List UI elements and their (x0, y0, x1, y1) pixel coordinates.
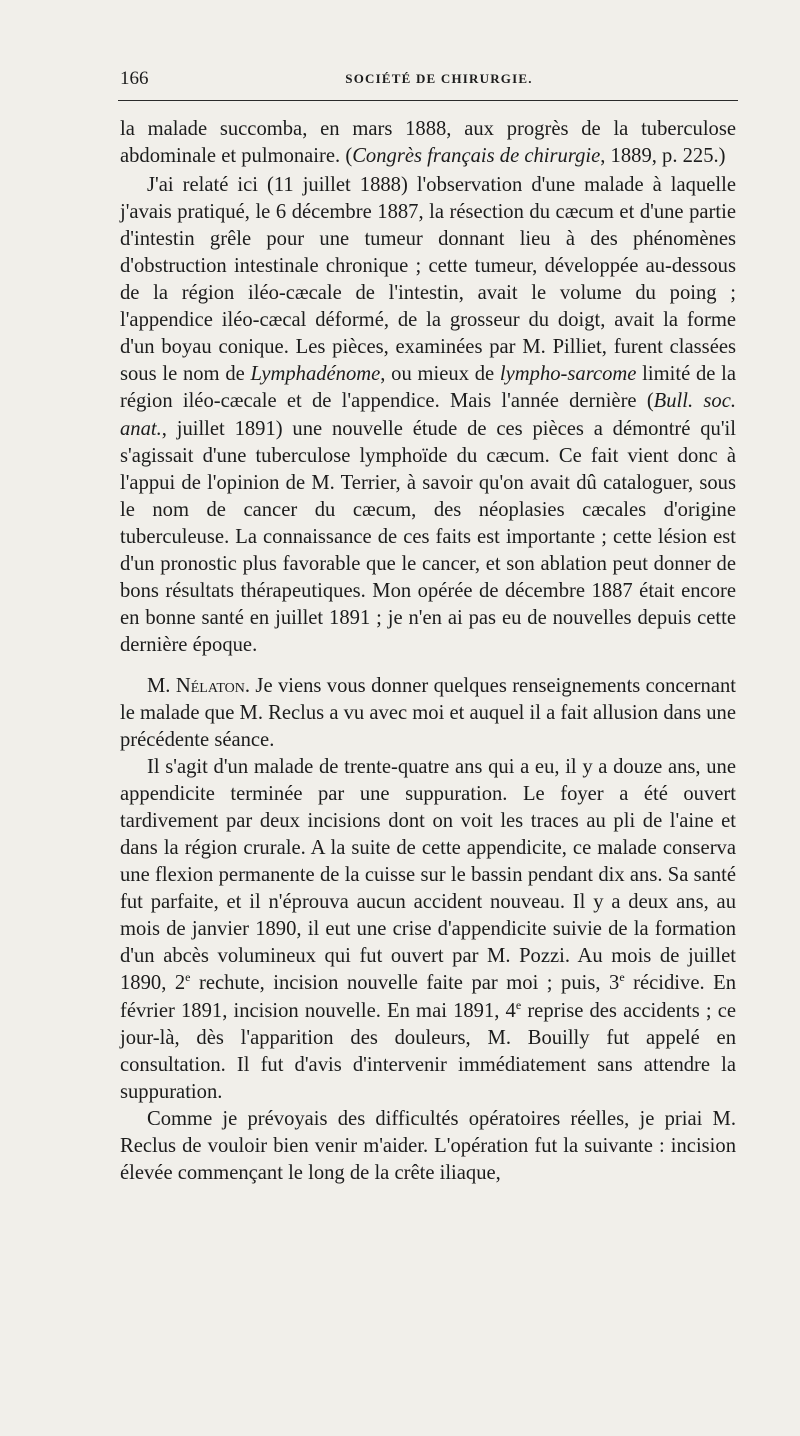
running-head (118, 66, 738, 92)
text-run: M. (147, 674, 176, 697)
paragraph-continuation (120, 116, 736, 170)
text-italic: lympho-sarcome (499, 363, 637, 386)
text-run: Il s'agit d'un malade de trente-quatre ans qui a eu, il y a douze ans, une appendicite terminée par une suppuration. Le foyer a été ouvert tardivement par deux incisions dont on voit les traces au pli de l'aine et dans la région crurale. A la suite de cette appendicite, ce malade conserva une flexion permanente de la cuisse sur le bassin pendant dix ans. Sa santé fut parfaite, et il n'éprouva aucun accident nouveau. Il y a deux ans, au mois de janvier 1890, il eut une crise d'appendicite suivie de la formation d'un abcès volumineux qui fut ouvert par M. Pozzi. Au mois de juillet 1890, 2 (120, 756, 736, 995)
paragraph-resection-case (120, 172, 736, 659)
text-run: rechute, incision nouvelle faite par moi ; puis, 3 (190, 972, 620, 995)
text-run: récidive. En février 1891, incision nouvelle. En mai 1891, 4 (120, 972, 736, 1022)
text-run: , 1889, p. 225.) (600, 145, 726, 168)
paragraph-nelaton-intro (120, 673, 736, 754)
text-sup: e (185, 970, 191, 985)
paragraph-operation (120, 1106, 736, 1187)
text-run: la malade succomba, en mars 1888, aux progrès de la tuberculose abdominale et pulmonaire. ( (120, 118, 736, 168)
text-run: J'ai relaté ici (11 juillet 1888) l'observation d'une malade à laquelle j'avais pratiqué, le 6 décembre 1887, la résection du cæcum et d'une partie d'intestin grêle pour une tumeur donnant lieu à des phénomènes d'obstruction intestinale chronique ; cette tumeur, développée au-dessous de la région iléo-cæcale de l'intestin, avait le volume du poing ; l'appendice iléo-cæcal déformé, de la grosseur du doigt, avait la forme d'un boyau conique. Les pièces, examinées par M. Pilliet, furent classées sous le nom de (120, 174, 736, 386)
journal-title: SOCIÉTÉ DE CHIRURGIE. (345, 71, 533, 86)
text-run: Comme je prévoyais des difficultés opératoires réelles, je priai M. Reclus de vouloir bien venir m'aider. L'opération fut la suivante : incision élevée commençant le long de la crête iliaque, (120, 1107, 736, 1184)
text-run: reprise des accidents ; ce jour-là, dès l'apparition des douleurs, M. Bouilly fut appelé en consultation. Il fut d'avis d'intervenir immédiatement sans attendre la suppuration. (120, 999, 736, 1103)
text-italic: Bull. soc. anat. (120, 390, 736, 440)
text-italic: Congrès français de chirurgie (352, 145, 601, 168)
text-italic: Lymphadénome (250, 363, 381, 386)
paragraph-patient-history (120, 754, 736, 1106)
text-run: , ou mieux de (380, 363, 500, 386)
page-number: 166 (120, 68, 149, 89)
header-rule (118, 100, 738, 101)
text-run: . Je viens vous donner quelques renseignements concernant le malade que M. Reclus a vu avec moi et auquel il a fait allusion dans une précédente séance. (120, 674, 736, 752)
body-text (120, 118, 736, 1187)
text-sup: e (515, 997, 522, 1012)
text-run: , juillet 1891) une nouvelle étude de ces pièces a démontré qu'il s'agissait d'une tuberculose lymphoïde du cæcum. Ce fait vient donc à l'appui de l'opinion de M. Terrier, à savoir qu'on avait dû cataloguer, sous le nom de cancer du cæcum, des néoplasies cæcales d'origine tuberculeuse. La connaissance de ces faits est importante ; cette lésion est d'un pronostic plus favorable que le cancer, et son ablation peut donner de bons résultats thérapeutiques. Mon opérée de décembre 1887 était encore en bonne santé en juillet 1891 ; je n'en ai pas eu de nouvelles depuis cette dernière époque. (120, 417, 736, 656)
text-smallcaps: Nélaton (175, 674, 245, 697)
text-sup: e (619, 970, 625, 985)
text-run: limité de la région iléo-cæcale et de l'appendice. Mais l'année dernière ( (120, 363, 736, 413)
